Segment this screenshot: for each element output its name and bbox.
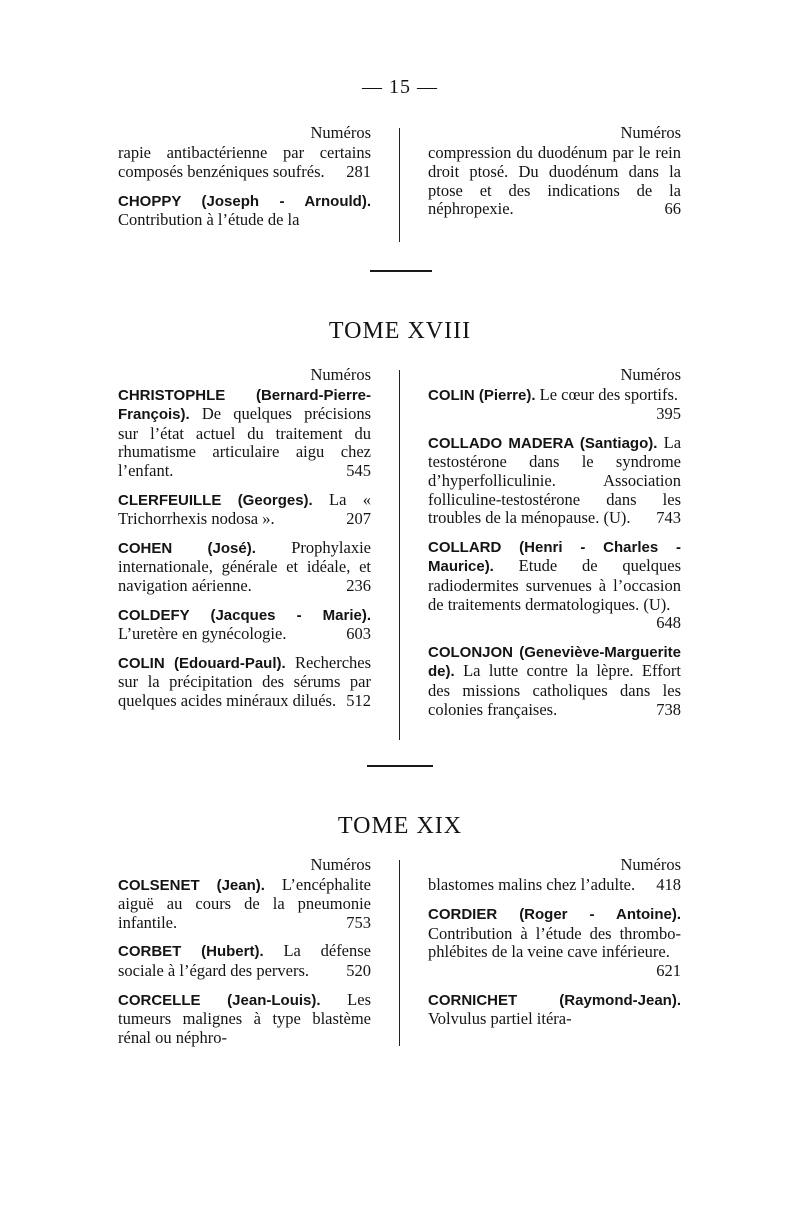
entry-title: De quelques précisions sur l’état actuel du traitement du rhumatisme articulaire aigu chez l’enfant. bbox=[118, 404, 371, 480]
entry-title: L’encéphalite aiguë au cours de la pneumonie infantile. bbox=[118, 874, 371, 932]
entry-author: COLSENET (Jean). bbox=[118, 876, 265, 894]
entry-number: 418 bbox=[656, 874, 681, 894]
index-entry bbox=[428, 991, 681, 1029]
column-right bbox=[428, 124, 681, 229]
entry-author: CORNICHET (Raymond-Jean). bbox=[428, 991, 681, 1009]
entry-author: CLERFEUILLE (Georges). bbox=[118, 491, 313, 509]
entry-title: Recherches sur la précipitation des sérums par quelques acides minéraux dilués. bbox=[118, 652, 372, 710]
column-header-numeros: Numéros bbox=[620, 365, 681, 384]
entry-author: CORCELLE (Jean-Louis). bbox=[118, 991, 321, 1009]
entry-title: Prophylaxie internationale, générale et idéale, et navigation aérienne. bbox=[118, 537, 371, 595]
entry-author: COLONJON (Geneviève-Marguerite de). bbox=[428, 643, 681, 681]
page-number: — 15 — bbox=[362, 76, 438, 98]
entry-title: Volvulus partiel itéra- bbox=[428, 1009, 572, 1029]
entry-author: COLDEFY (Jacques - Marie). bbox=[118, 606, 371, 624]
entry-number: 738 bbox=[656, 699, 681, 719]
entry-title: rapie antibactérienne par certains composés benzéniques soufrés. bbox=[118, 142, 371, 182]
index-entry bbox=[118, 539, 371, 596]
column-header-numeros: Numéros bbox=[310, 365, 371, 384]
entry-number: 520 bbox=[346, 960, 371, 980]
entry-title: La testostérone dans le syndrome d’hyperfolliculinie. Association folliculine-testostérone dans les troubles de la ménopause. (U). bbox=[428, 432, 682, 528]
entry-title: Le cœur des sportifs. bbox=[539, 384, 679, 404]
index-entry bbox=[118, 876, 371, 933]
entry-number: 66 bbox=[664, 199, 681, 219]
entry-author: COLLADO MADERA (Santiago). bbox=[428, 434, 658, 452]
entry-number: 207 bbox=[346, 509, 371, 529]
entry-author: CORDIER (Roger - Antoine). bbox=[428, 906, 681, 924]
entry-title: Contribution à l’étude des thrombo-phlébites de la veine cave inférieure. bbox=[428, 923, 681, 962]
entry-title: La « Trichorrhexis nodosa ». bbox=[118, 489, 372, 529]
index-entry bbox=[118, 942, 371, 980]
column-divider bbox=[399, 370, 400, 740]
separator-rule bbox=[367, 765, 433, 767]
entry-number: 743 bbox=[656, 508, 681, 528]
entry-author: COLIN (Pierre). bbox=[428, 386, 536, 404]
index-entry bbox=[428, 144, 681, 219]
index-entry bbox=[118, 491, 371, 529]
entry-author: CHRISTOPHLE (Bernard-Pierre-François). bbox=[118, 386, 371, 424]
entry-number: 512 bbox=[346, 690, 371, 710]
index-entry bbox=[428, 538, 681, 633]
entry-number: 395 bbox=[656, 404, 681, 424]
index-entry bbox=[118, 654, 371, 711]
index-entry bbox=[118, 386, 371, 481]
entry-author: COLIN (Edouard-Paul). bbox=[118, 654, 286, 672]
column-divider bbox=[399, 860, 400, 1046]
entry-author: CHOPPY (Joseph - Arnould). bbox=[118, 192, 371, 210]
entry-title: Etude de quelques radiodermites survenues à l’occasion de traitements dermatologiques. (U). bbox=[428, 556, 681, 614]
entry-number: 648 bbox=[656, 613, 681, 633]
entry-number: 236 bbox=[346, 575, 371, 595]
entry-number: 621 bbox=[656, 960, 681, 980]
index-entry bbox=[428, 643, 681, 719]
column-right bbox=[428, 366, 681, 729]
separator-rule bbox=[370, 270, 432, 272]
column-right bbox=[428, 856, 681, 1039]
index-entry bbox=[428, 386, 681, 424]
column-left bbox=[118, 366, 371, 721]
entry-title: Les tumeurs malignes à type blastème rénal ou néphro- bbox=[118, 989, 371, 1047]
entry-author: COLLARD (Henri - Charles - Maurice). bbox=[428, 538, 681, 576]
entry-title: blastomes malins chez l’adulte. bbox=[428, 874, 636, 894]
entry-title: La défense sociale à l’égard des pervers. bbox=[118, 941, 372, 980]
column-header-numeros: Numéros bbox=[620, 855, 681, 874]
column-header-numeros: Numéros bbox=[620, 123, 681, 142]
entry-number: 281 bbox=[346, 162, 371, 182]
tome-xix-heading: TOME XIX bbox=[337, 813, 463, 839]
index-entry bbox=[428, 876, 681, 896]
tome-xviii-heading: TOME XVIII bbox=[328, 318, 472, 344]
entry-title: Contribution à l’étude de la bbox=[118, 210, 300, 230]
entry-number: 603 bbox=[346, 624, 371, 644]
entry-number: 753 bbox=[346, 912, 371, 932]
index-entry bbox=[428, 905, 681, 980]
entry-title: La lutte contre la lèpre. Effort des missions catholiques dans les colonies françaises. bbox=[428, 661, 682, 719]
entry-author: CORBET (Hubert). bbox=[118, 943, 264, 961]
index-entry bbox=[118, 606, 371, 644]
column-left bbox=[118, 856, 371, 1057]
tome-xix-section bbox=[118, 856, 681, 1046]
index-entry bbox=[118, 192, 371, 230]
index-entry bbox=[428, 434, 681, 528]
column-header-numeros: Numéros bbox=[310, 855, 371, 874]
entry-title: L’uretère en gynécologie. bbox=[118, 624, 287, 644]
continuation-section bbox=[118, 124, 681, 242]
tome-xviii-section bbox=[118, 366, 681, 740]
entry-number: 545 bbox=[346, 460, 371, 480]
index-entry bbox=[118, 991, 371, 1048]
index-entry bbox=[118, 144, 371, 182]
column-left bbox=[118, 124, 371, 240]
column-divider bbox=[399, 128, 400, 242]
entry-title: compression du duodénum par le rein droit ptosé. Du duodénum dans la ptose et des indications de la néphropexie. bbox=[428, 142, 681, 219]
column-header-numeros: Numéros bbox=[310, 123, 371, 142]
entry-author: COHEN (José). bbox=[118, 539, 256, 557]
